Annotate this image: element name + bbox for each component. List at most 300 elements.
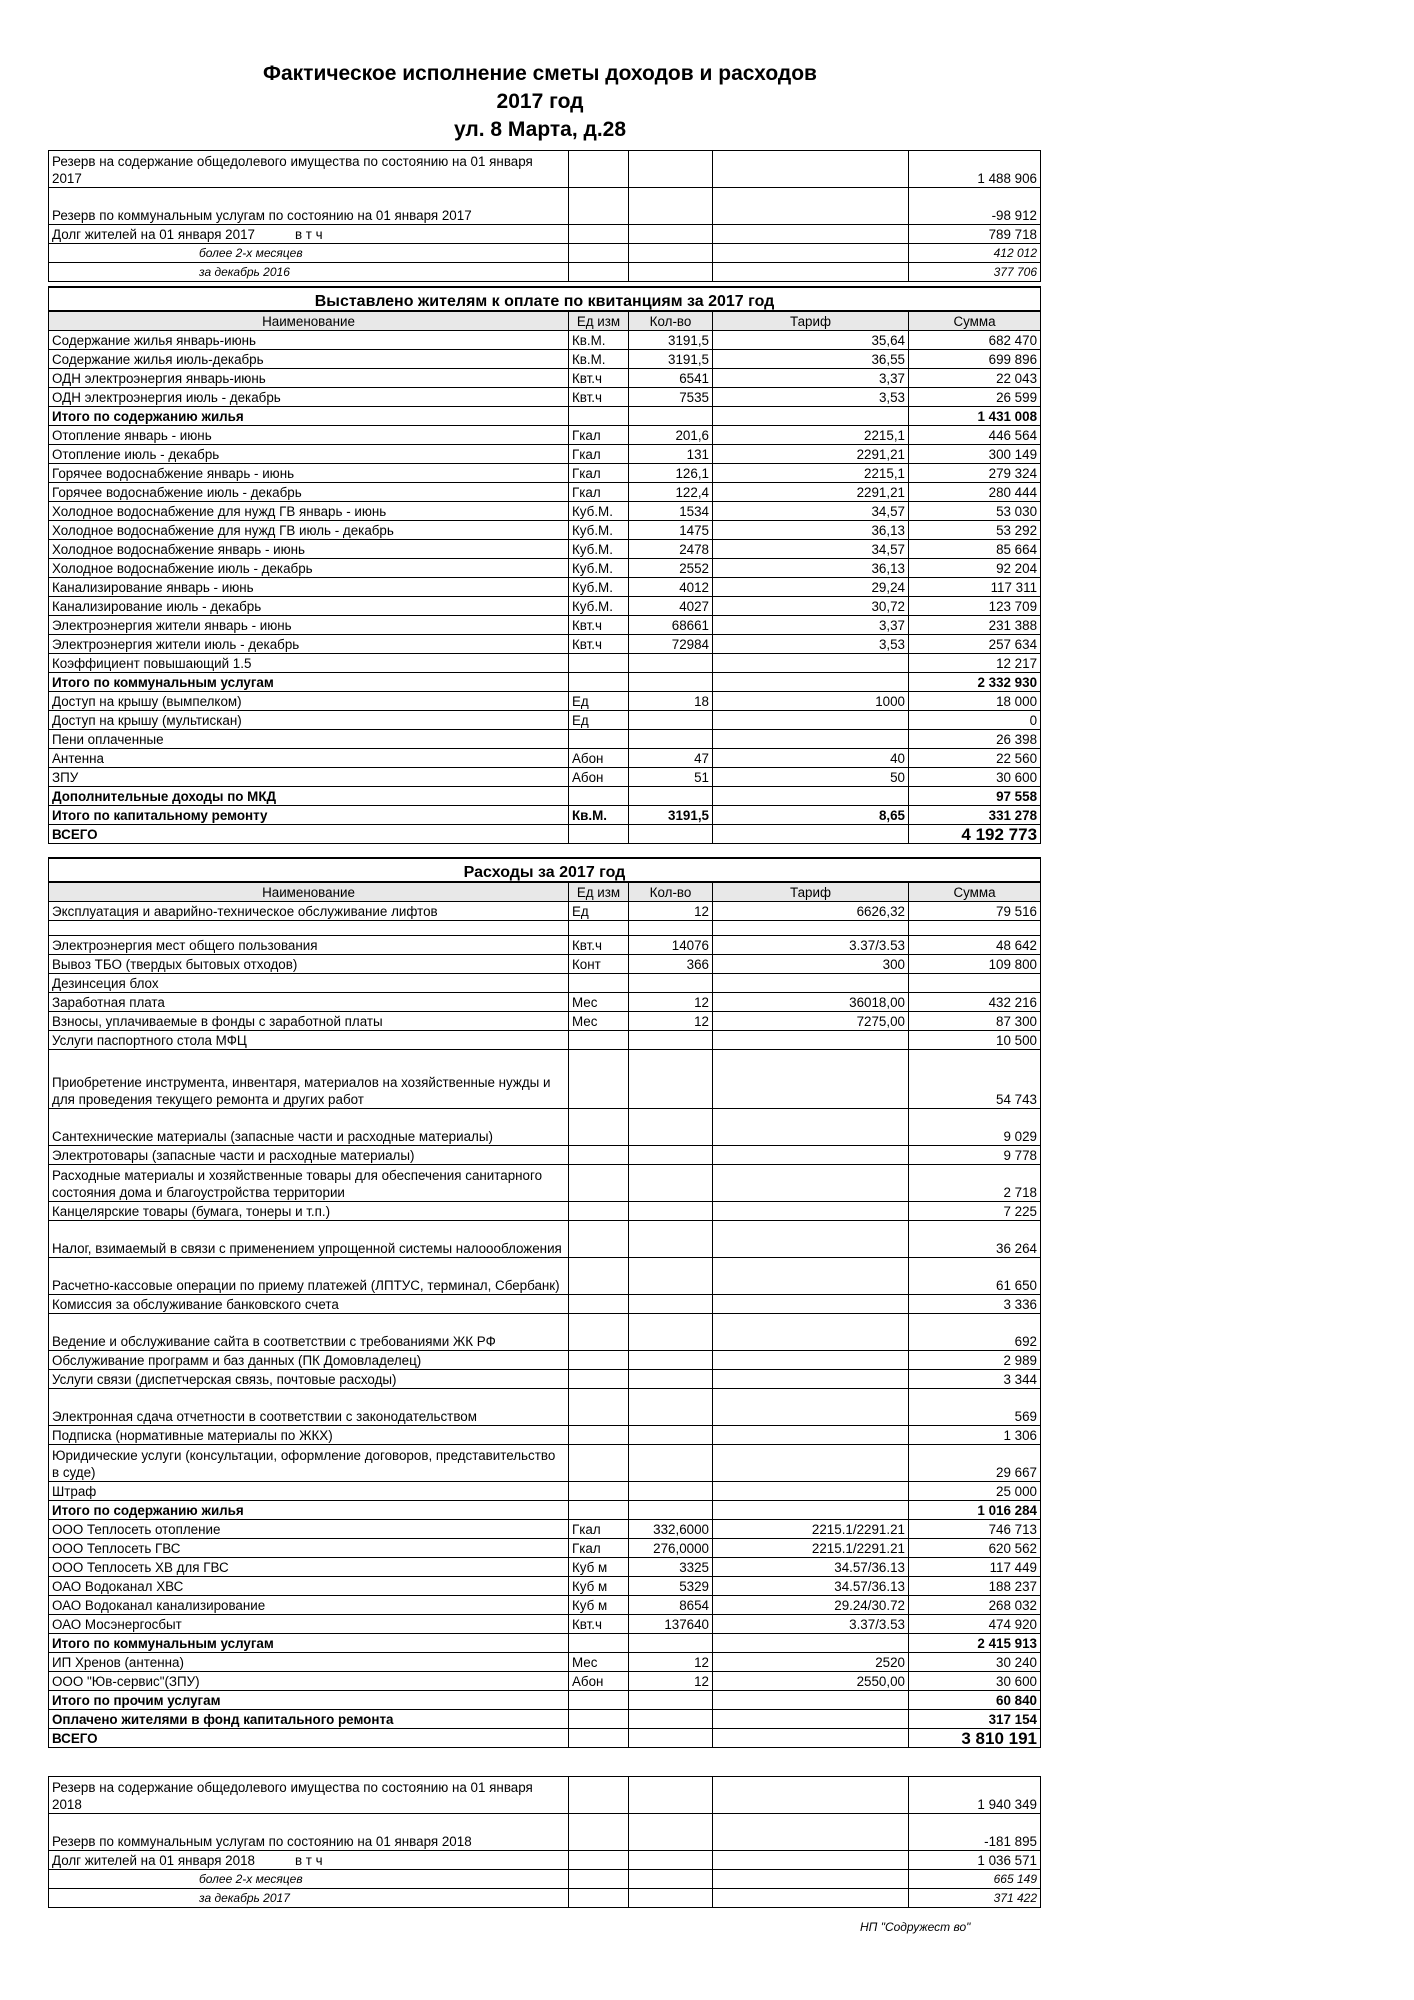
expense-row bbox=[49, 1710, 1041, 1729]
income-row bbox=[49, 388, 1041, 407]
income-cell-sum: 300 149 bbox=[909, 445, 1041, 464]
expense-cell-unit bbox=[569, 1634, 629, 1653]
income-cell-unit: Куб.М. bbox=[569, 521, 629, 540]
income-cell-qty: 47 bbox=[629, 749, 713, 768]
expense-row bbox=[49, 974, 1041, 993]
expense-cell-sum: 54 743 bbox=[909, 1050, 1041, 1109]
expense-cell-tariff bbox=[713, 1202, 909, 1221]
income-cell-qty: 201,6 bbox=[629, 426, 713, 445]
income-col-name: Наименование bbox=[49, 311, 569, 331]
expense-cell-unit: Гкал bbox=[569, 1520, 629, 1539]
income-cell-unit: Гкал bbox=[569, 445, 629, 464]
expense-row bbox=[49, 1202, 1041, 1221]
opening-dec-label: за декабрь 2016 bbox=[49, 263, 569, 282]
expense-cell-qty bbox=[629, 1445, 713, 1482]
income-cell-qty bbox=[629, 711, 713, 730]
expense-cell-qty: 14076 bbox=[629, 936, 713, 955]
expense-cell-sum: 61 650 bbox=[909, 1258, 1041, 1295]
expense-cell-unit bbox=[569, 1351, 629, 1370]
income-cell-qty: 3191,5 bbox=[629, 806, 713, 825]
expense-cell-name: Услуги связи (диспетчерская связь, почтовые расходы) bbox=[49, 1370, 569, 1389]
closing-utility-reserve-value: -181 895 bbox=[909, 1832, 1041, 1851]
income-row bbox=[49, 673, 1041, 692]
expense-cell-name: Взносы, уплачиваемые в фонды с заработной платы bbox=[49, 1012, 569, 1031]
expense-cell-tariff bbox=[713, 1710, 909, 1729]
expense-cell-qty: 137640 bbox=[629, 1615, 713, 1634]
expense-cell-sum: 2 718 bbox=[909, 1165, 1041, 1202]
expense-row bbox=[49, 1012, 1041, 1031]
income-cell-unit: Гкал bbox=[569, 426, 629, 445]
income-cell-name: Горячее водоснабжение январь - июнь bbox=[49, 464, 569, 483]
expense-cell-sum: 30 600 bbox=[909, 1672, 1041, 1691]
expense-cell-unit bbox=[569, 1221, 629, 1258]
income-cell-sum: 280 444 bbox=[909, 483, 1041, 502]
page-title-address: ул. 8 Марта, д.28 bbox=[453, 118, 627, 141]
income-cell-qty bbox=[629, 407, 713, 426]
expense-cell-unit bbox=[569, 1501, 629, 1520]
expense-cell-sum bbox=[909, 974, 1041, 993]
income-cell-name: Холодное водоснабжение январь - июнь bbox=[49, 540, 569, 559]
expense-cell-sum: 474 920 bbox=[909, 1615, 1041, 1634]
income-row bbox=[49, 331, 1041, 350]
expense-cell-qty: 5329 bbox=[629, 1577, 713, 1596]
expense-cell-sum: 432 216 bbox=[909, 993, 1041, 1012]
income-cell-qty: 18 bbox=[629, 692, 713, 711]
expense-row bbox=[49, 1351, 1041, 1370]
income-cell-sum: 53 292 bbox=[909, 521, 1041, 540]
expense-cell-sum: 36 264 bbox=[909, 1221, 1041, 1258]
expense-cell-name: Сантехнические материалы (запасные части и расходные материалы) bbox=[49, 1109, 569, 1146]
income-row bbox=[49, 692, 1041, 711]
income-cell-qty: 4012 bbox=[629, 578, 713, 597]
income-row bbox=[49, 654, 1041, 673]
expense-cell-name: Приобретение инструмента, инвентаря, материалов на хозяйственные нужды и для проведения текущего ремонта и других работ bbox=[49, 1050, 569, 1109]
income-cell-unit: Ед bbox=[569, 692, 629, 711]
expense-cell-unit bbox=[569, 1482, 629, 1501]
income-cell-name: Итого по капитальному ремонту bbox=[49, 806, 569, 825]
income-row bbox=[49, 768, 1041, 787]
page-title-line1: Фактическое исполнение сметы доходов и расходов bbox=[263, 62, 817, 85]
expense-cell-unit: Конт bbox=[569, 955, 629, 974]
expense-cell-sum: 87 300 bbox=[909, 1012, 1041, 1031]
expense-cell-qty: 366 bbox=[629, 955, 713, 974]
income-row bbox=[49, 578, 1041, 597]
expense-cell-unit: Квт.ч bbox=[569, 936, 629, 955]
income-cell-name: Антенна bbox=[49, 749, 569, 768]
expense-cell-unit: Куб м bbox=[569, 1577, 629, 1596]
expense-cell-qty bbox=[629, 1426, 713, 1445]
expense-cell-name: Ведение и обслуживание сайта в соответствии с требованиями ЖК РФ bbox=[49, 1314, 569, 1351]
income-cell-name: Доступ на крышу (мультискан) bbox=[49, 711, 569, 730]
income-cell-tariff: 34,57 bbox=[713, 502, 909, 521]
income-cell-unit: Абон bbox=[569, 768, 629, 787]
expense-cell-qty bbox=[629, 1691, 713, 1710]
expense-cell-tariff bbox=[713, 1221, 909, 1258]
income-cell-sum: 117 311 bbox=[909, 578, 1041, 597]
income-cell-unit: Куб.М. bbox=[569, 540, 629, 559]
expense-cell-tariff bbox=[713, 1050, 909, 1109]
expense-cell-sum: 2 989 bbox=[909, 1351, 1041, 1370]
expense-cell-unit bbox=[569, 1691, 629, 1710]
income-row bbox=[49, 597, 1041, 616]
income-cell-name: Холодное водоснабжение для нужд ГВ июль - декабрь bbox=[49, 521, 569, 540]
expense-cell-qty bbox=[629, 1370, 713, 1389]
expense-cell-tariff: 3.37/3.53 bbox=[713, 936, 909, 955]
expense-cell-unit bbox=[569, 1426, 629, 1445]
income-cell-unit bbox=[569, 654, 629, 673]
income-cell-unit: Квт.ч bbox=[569, 635, 629, 654]
expense-cell-tariff: 2215.1/2291.21 bbox=[713, 1539, 909, 1558]
income-cell-tariff: 2215,1 bbox=[713, 426, 909, 445]
income-cell-tariff bbox=[713, 787, 909, 806]
expense-row bbox=[49, 1501, 1041, 1520]
income-cell-sum: 30 600 bbox=[909, 768, 1041, 787]
expense-cell-qty bbox=[629, 1031, 713, 1050]
income-row bbox=[49, 502, 1041, 521]
expense-cell-name: Штраф bbox=[49, 1482, 569, 1501]
expense-cell-unit bbox=[569, 1295, 629, 1314]
expense-cell-sum: 60 840 bbox=[909, 1691, 1041, 1710]
income-cell-unit bbox=[569, 673, 629, 692]
expense-cell-name: Канцелярские товары (бумага, тонеры и т.п.) bbox=[49, 1202, 569, 1221]
income-cell-sum: 446 564 bbox=[909, 426, 1041, 445]
income-row bbox=[49, 369, 1041, 388]
expense-cell-unit bbox=[569, 1031, 629, 1050]
income-cell-name: Пени оплаченные bbox=[49, 730, 569, 749]
expense-row bbox=[49, 1295, 1041, 1314]
closing-over2-value: 665 149 bbox=[909, 1870, 1041, 1889]
closing-balances-table bbox=[48, 1776, 1041, 1908]
expense-cell-name: Налог, взимаемый в связи с применением упрощенной системы налоообложения bbox=[49, 1221, 569, 1258]
closing-reserve-value: 1 940 349 bbox=[909, 1777, 1041, 1814]
expense-cell-sum bbox=[909, 921, 1041, 936]
income-col-tariff: Тариф bbox=[713, 311, 909, 331]
expense-row bbox=[49, 1653, 1041, 1672]
income-cell-tariff: 35,64 bbox=[713, 331, 909, 350]
income-cell-qty: 7535 bbox=[629, 388, 713, 407]
expense-cell-qty: 3325 bbox=[629, 1558, 713, 1577]
expense-cell-unit bbox=[569, 1445, 629, 1482]
income-cell-name: Коэффициент повышающий 1.5 bbox=[49, 654, 569, 673]
income-row bbox=[49, 350, 1041, 369]
income-cell-name: Канализирование июль - декабрь bbox=[49, 597, 569, 616]
income-cell-qty: 126,1 bbox=[629, 464, 713, 483]
expense-cell-name: Электронная сдача отчетности в соответствии с законодательством bbox=[49, 1389, 569, 1426]
expense-cell-qty: 12 bbox=[629, 902, 713, 921]
opening-over2-value: 412 012 bbox=[909, 244, 1041, 263]
income-cell-tariff bbox=[713, 407, 909, 426]
expense-cell-sum: 1 016 284 bbox=[909, 1501, 1041, 1520]
expense-row bbox=[49, 1634, 1041, 1653]
closing-utility-reserve-label: Резерв по коммунальным услугам по состоянию на 01 января 2018 bbox=[49, 1832, 569, 1851]
expense-row bbox=[49, 1520, 1041, 1539]
expense-cell-unit: Мес bbox=[569, 1012, 629, 1031]
income-cell-qty: 122,4 bbox=[629, 483, 713, 502]
expense-cell-sum: 3 336 bbox=[909, 1295, 1041, 1314]
expense-cell-name: Юридические услуги (консультации, оформление договоров, представительство в суде) bbox=[49, 1445, 569, 1482]
income-cell-unit: Кв.М. bbox=[569, 806, 629, 825]
income-row bbox=[49, 426, 1041, 445]
expense-cell-unit bbox=[569, 921, 629, 936]
expense-cell-tariff bbox=[713, 1109, 909, 1146]
expense-cell-unit: Мес bbox=[569, 993, 629, 1012]
expense-cell-tariff: 6626,32 bbox=[713, 902, 909, 921]
opening-balances-table bbox=[48, 150, 1041, 282]
expenses-col-unit: Ед изм bbox=[569, 882, 629, 902]
income-cell-unit bbox=[569, 730, 629, 749]
expense-cell-sum: 268 032 bbox=[909, 1596, 1041, 1615]
income-cell-name: Содержание жилья январь-июнь bbox=[49, 331, 569, 350]
expense-cell-tariff bbox=[713, 1351, 909, 1370]
income-cell-tariff bbox=[713, 730, 909, 749]
expenses-col-name: Наименование bbox=[49, 882, 569, 902]
expense-row bbox=[49, 1109, 1041, 1146]
expense-cell-name: Итого по коммунальным услугам bbox=[49, 1634, 569, 1653]
expenses-section-title: Расходы за 2017 год bbox=[49, 858, 1041, 882]
income-row bbox=[49, 407, 1041, 426]
expense-cell-unit: Гкал bbox=[569, 1539, 629, 1558]
income-cell-tariff: 36,13 bbox=[713, 521, 909, 540]
closing-debt-note: в т ч bbox=[294, 1853, 323, 1868]
expense-row bbox=[49, 1370, 1041, 1389]
expenses-col-sum: Сумма bbox=[909, 882, 1041, 902]
income-cell-tariff bbox=[713, 654, 909, 673]
income-row bbox=[49, 616, 1041, 635]
income-row bbox=[49, 711, 1041, 730]
expense-row bbox=[49, 1221, 1041, 1258]
expense-cell-qty bbox=[629, 1258, 713, 1295]
income-row bbox=[49, 749, 1041, 768]
expense-cell-qty bbox=[629, 1202, 713, 1221]
income-cell-unit: Куб.М. bbox=[569, 559, 629, 578]
income-cell-sum: 22 043 bbox=[909, 369, 1041, 388]
expense-cell-name: ВСЕГО bbox=[49, 1729, 569, 1748]
income-cell-qty: 2552 bbox=[629, 559, 713, 578]
expense-cell-tariff: 2520 bbox=[713, 1653, 909, 1672]
expense-cell-unit: Абон bbox=[569, 1672, 629, 1691]
income-cell-unit: Куб.М. bbox=[569, 597, 629, 616]
income-cell-name: Отопление июль - декабрь bbox=[49, 445, 569, 464]
income-cell-sum: 2 332 930 bbox=[909, 673, 1041, 692]
opening-debt-value: 789 718 bbox=[909, 225, 1041, 244]
income-cell-sum: 0 bbox=[909, 711, 1041, 730]
expense-row bbox=[49, 1165, 1041, 1202]
income-cell-tariff: 2291,21 bbox=[713, 483, 909, 502]
expense-row bbox=[49, 1389, 1041, 1426]
income-cell-name: Холодное водоснабжение для нужд ГВ январь - июнь bbox=[49, 502, 569, 521]
expense-cell-qty bbox=[629, 974, 713, 993]
expenses-col-qty: Кол-во bbox=[629, 882, 713, 902]
income-row bbox=[49, 825, 1041, 844]
expense-cell-qty bbox=[629, 1729, 713, 1748]
income-cell-unit: Кв.М. bbox=[569, 331, 629, 350]
income-cell-tariff bbox=[713, 673, 909, 692]
income-cell-sum: 1 431 008 bbox=[909, 407, 1041, 426]
income-cell-qty: 1475 bbox=[629, 521, 713, 540]
expense-row bbox=[49, 1314, 1041, 1351]
expense-cell-name: ИП Хренов (антенна) bbox=[49, 1653, 569, 1672]
expense-row bbox=[49, 1146, 1041, 1165]
expense-cell-unit: Ед bbox=[569, 902, 629, 921]
expense-cell-sum: 30 240 bbox=[909, 1653, 1041, 1672]
income-cell-sum: 26 599 bbox=[909, 388, 1041, 407]
income-cell-tariff: 29,24 bbox=[713, 578, 909, 597]
income-col-unit: Ед изм bbox=[569, 311, 629, 331]
income-cell-sum: 123 709 bbox=[909, 597, 1041, 616]
expense-cell-sum: 1 306 bbox=[909, 1426, 1041, 1445]
income-row bbox=[49, 483, 1041, 502]
expense-cell-unit bbox=[569, 1389, 629, 1426]
expense-cell-unit bbox=[569, 1370, 629, 1389]
income-cell-unit: Ед bbox=[569, 711, 629, 730]
income-row bbox=[49, 521, 1041, 540]
expense-cell-name: ОАО Мосэнергосбыт bbox=[49, 1615, 569, 1634]
opening-reserve-label: Резерв на содержание общедолевого имущества по состоянию на 01 января 2017 bbox=[49, 151, 569, 188]
income-cell-name: ОДН электроэнергия январь-июнь bbox=[49, 369, 569, 388]
income-cell-tariff: 3,37 bbox=[713, 369, 909, 388]
expense-cell-name: Электроэнергия мест общего пользования bbox=[49, 936, 569, 955]
income-cell-name: ЗПУ bbox=[49, 768, 569, 787]
expense-cell-name: Итого по содержанию жилья bbox=[49, 1501, 569, 1520]
expense-cell-qty bbox=[629, 921, 713, 936]
opening-over2-label: более 2-х месяцев bbox=[49, 244, 569, 263]
income-cell-tariff: 50 bbox=[713, 768, 909, 787]
expense-cell-qty bbox=[629, 1710, 713, 1729]
expense-cell-qty bbox=[629, 1146, 713, 1165]
income-cell-tariff: 2215,1 bbox=[713, 464, 909, 483]
expense-cell-tariff: 7275,00 bbox=[713, 1012, 909, 1031]
income-row bbox=[49, 464, 1041, 483]
expense-cell-tariff bbox=[713, 1146, 909, 1165]
opening-utility-reserve-label: Резерв по коммунальным услугам по состоянию на 01 января 2017 bbox=[49, 206, 569, 225]
income-col-qty: Кол-во bbox=[629, 311, 713, 331]
income-cell-sum: 331 278 bbox=[909, 806, 1041, 825]
income-cell-unit: Куб.М. bbox=[569, 502, 629, 521]
expense-cell-tariff bbox=[713, 1258, 909, 1295]
income-cell-name: ОДН электроэнергия июль - декабрь bbox=[49, 388, 569, 407]
closing-over2-label: более 2-х месяцев bbox=[49, 1870, 569, 1889]
expense-cell-qty bbox=[629, 1482, 713, 1501]
income-cell-name: ВСЕГО bbox=[49, 825, 569, 844]
closing-debt-label: Долг жителей на 01 января 2018 в т ч bbox=[49, 1851, 569, 1870]
expense-cell-qty bbox=[629, 1389, 713, 1426]
expense-cell-name: Подписка (нормативные материалы по ЖКХ) bbox=[49, 1426, 569, 1445]
expense-cell-qty bbox=[629, 1295, 713, 1314]
expense-cell-tariff bbox=[713, 921, 909, 936]
expense-row bbox=[49, 1729, 1041, 1748]
income-cell-name: Доступ на крышу (вымпелком) bbox=[49, 692, 569, 711]
expense-cell-unit bbox=[569, 1710, 629, 1729]
expense-cell-name: Итого по прочим услугам bbox=[49, 1691, 569, 1710]
expense-cell-tariff: 36018,00 bbox=[713, 993, 909, 1012]
income-cell-qty: 1534 bbox=[629, 502, 713, 521]
income-cell-unit: Гкал bbox=[569, 483, 629, 502]
income-row bbox=[49, 540, 1041, 559]
expense-row bbox=[49, 1539, 1041, 1558]
expense-cell-sum: 692 bbox=[909, 1314, 1041, 1351]
income-cell-tariff: 2291,21 bbox=[713, 445, 909, 464]
income-cell-sum: 257 634 bbox=[909, 635, 1041, 654]
income-cell-unit: Абон bbox=[569, 749, 629, 768]
expense-cell-name: ООО Теплосеть ХВ для ГВС bbox=[49, 1558, 569, 1577]
page-title-year: 2017 год bbox=[496, 90, 584, 113]
expense-cell-sum: 109 800 bbox=[909, 955, 1041, 974]
income-cell-tariff: 3,53 bbox=[713, 635, 909, 654]
income-cell-sum: 12 217 bbox=[909, 654, 1041, 673]
income-cell-sum: 682 470 bbox=[909, 331, 1041, 350]
income-cell-unit bbox=[569, 825, 629, 844]
expense-cell-unit bbox=[569, 1050, 629, 1109]
income-cell-qty: 51 bbox=[629, 768, 713, 787]
expense-cell-name: Дезинсеция блох bbox=[49, 974, 569, 993]
income-cell-unit: Гкал bbox=[569, 464, 629, 483]
income-cell-tariff: 3,37 bbox=[713, 616, 909, 635]
income-cell-sum: 97 558 bbox=[909, 787, 1041, 806]
income-cell-qty: 6541 bbox=[629, 369, 713, 388]
income-cell-qty: 3191,5 bbox=[629, 331, 713, 350]
income-row bbox=[49, 806, 1041, 825]
expense-cell-name: Заработная плата bbox=[49, 993, 569, 1012]
income-cell-tariff bbox=[713, 825, 909, 844]
income-row bbox=[49, 787, 1041, 806]
opening-reserve-value: 1 488 906 bbox=[909, 151, 1041, 188]
income-cell-tariff: 40 bbox=[713, 749, 909, 768]
income-cell-tariff: 36,55 bbox=[713, 350, 909, 369]
expenses-table bbox=[48, 857, 1041, 1748]
income-cell-tariff: 3,53 bbox=[713, 388, 909, 407]
income-cell-qty bbox=[629, 673, 713, 692]
opening-debt-label: Долг жителей на 01 января 2017 в т ч bbox=[49, 225, 569, 244]
income-cell-tariff: 30,72 bbox=[713, 597, 909, 616]
expense-cell-tariff bbox=[713, 974, 909, 993]
expense-cell-qty bbox=[629, 1501, 713, 1520]
expense-cell-tariff bbox=[713, 1729, 909, 1748]
expense-cell-qty bbox=[629, 1165, 713, 1202]
expense-cell-qty bbox=[629, 1050, 713, 1109]
expense-cell-qty: 332,6000 bbox=[629, 1520, 713, 1539]
income-cell-sum: 699 896 bbox=[909, 350, 1041, 369]
expense-cell-tariff: 34.57/36.13 bbox=[713, 1577, 909, 1596]
expense-cell-tariff: 3.37/3.53 bbox=[713, 1615, 909, 1634]
expense-cell-sum: 317 154 bbox=[909, 1710, 1041, 1729]
expense-row bbox=[49, 955, 1041, 974]
expense-cell-qty bbox=[629, 1351, 713, 1370]
income-cell-name: Горячее водоснабжение июль - декабрь bbox=[49, 483, 569, 502]
expense-cell-tariff bbox=[713, 1389, 909, 1426]
income-row bbox=[49, 635, 1041, 654]
income-cell-unit: Кв.М. bbox=[569, 350, 629, 369]
expense-cell-qty bbox=[629, 1314, 713, 1351]
expense-cell-name: ООО Теплосеть ГВС bbox=[49, 1539, 569, 1558]
expense-cell-tariff bbox=[713, 1314, 909, 1351]
expense-cell-unit bbox=[569, 1729, 629, 1748]
expense-cell-name: Вывоз ТБО (твердых бытовых отходов) bbox=[49, 955, 569, 974]
income-cell-unit: Квт.ч bbox=[569, 369, 629, 388]
income-row bbox=[49, 730, 1041, 749]
income-cell-qty: 4027 bbox=[629, 597, 713, 616]
expense-cell-tariff bbox=[713, 1295, 909, 1314]
income-cell-name: Отопление январь - июнь bbox=[49, 426, 569, 445]
income-cell-sum: 4 192 773 bbox=[909, 825, 1041, 844]
expense-cell-tariff: 2550,00 bbox=[713, 1672, 909, 1691]
income-cell-name: Электроэнергия жители январь - июнь bbox=[49, 616, 569, 635]
closing-dec-value: 371 422 bbox=[909, 1889, 1041, 1908]
income-cell-unit: Куб.М. bbox=[569, 578, 629, 597]
expense-cell-name: Эксплуатация и аварийно-техническое обслуживание лифтов bbox=[49, 902, 569, 921]
closing-dec-label: за декабрь 2017 bbox=[49, 1889, 569, 1908]
expense-cell-name: Обслуживание программ и баз данных (ПК Домовладелец) bbox=[49, 1351, 569, 1370]
expense-cell-unit bbox=[569, 974, 629, 993]
